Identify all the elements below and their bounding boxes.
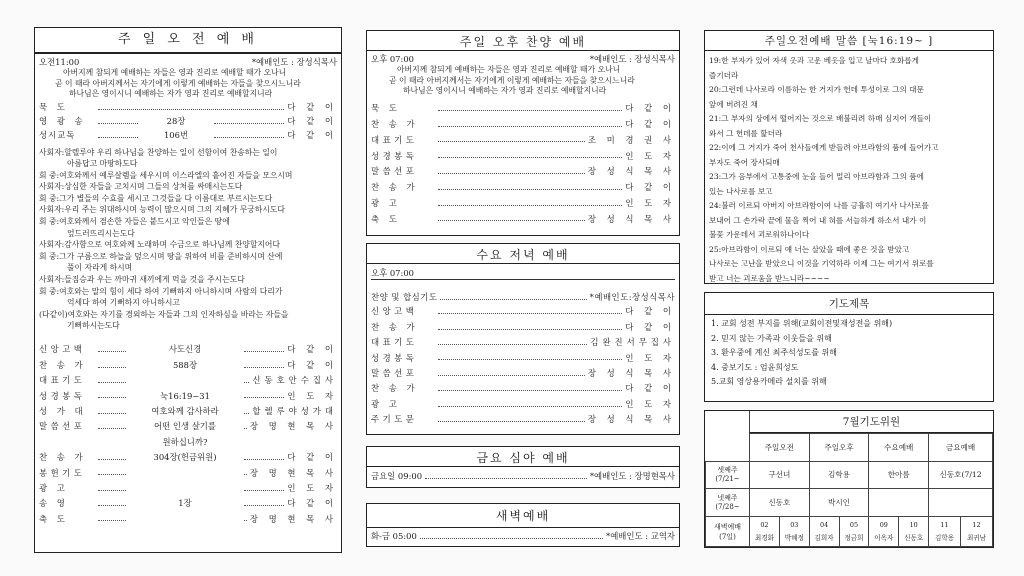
order-detail: 588장 [172,359,198,370]
dot-leader [438,189,622,190]
order-row [371,319,675,334]
dot-leader [438,375,585,376]
dot-leader [244,397,284,398]
column-header: 주일오후 [809,434,869,462]
order-detail: 28장 [166,116,186,127]
order-row [371,116,675,132]
sermon-line: 즐기더라 [709,70,739,80]
order-value: *예배인도:장성식목사 [589,291,675,302]
responsive-line: 회 중:여호와는 말의 힘이 세다 하여 기뻐하지 아니하시며 사람의 다리가 [39,286,283,296]
morning-creed-row [39,129,337,143]
order-value: 장 명 현 목 사 [249,467,337,478]
afternoon-leader: *예배인도 : 장성식목사 [589,53,675,64]
prayer-topic-item: 5.교회 영상용카메라 설치를 위해 [711,377,827,386]
order-row [39,450,337,465]
order-row [39,511,337,526]
order-row [371,304,675,319]
afternoon-title: 주일 오후 찬양 예배 [366,30,680,54]
order-value: 인 도 자 [625,197,675,208]
afternoon-intro-line: 곧 이 때라 아버지께서는 자기에게 이렇게 예배하는 자들을 찾으시느니라 [389,75,635,85]
sermon-panel [704,30,994,284]
order-row [371,101,675,117]
dot-leader [438,329,622,330]
dot-leader [244,459,284,460]
order-label: 묵 도 [39,102,69,113]
day-cell: 05 [839,517,869,530]
order-label: 성 가 대 [39,406,87,416]
responsive-line: 사회자:할렐루야 우리 하나님을 찬양하는 일이 선함이여 찬송하는 일이 [39,147,278,157]
prayer-topic-item: 1. 교회 성전 부지를 위해(교회이전및재성전을 위해) [711,319,893,328]
prayer-committee-table [705,433,993,547]
dawn-title: 새벽예배 [366,503,680,529]
order-label: 찬 송 가 [39,452,87,463]
name-cell: 최경화 [750,529,780,546]
responsive-reading [39,147,337,333]
name-cell: 정금희 [839,529,869,546]
order-label: 신앙고백 [39,344,86,355]
dot-leader [438,359,622,360]
friday-service-panel [366,466,680,488]
afternoon-service-panel [366,50,680,236]
morning-order-list [39,342,337,527]
responsive-line: 사회자:우리 주는 위대하시며 능력이 많으시며 그의 지혜가 무궁하시도다 [39,205,285,215]
dot-leader [438,344,587,345]
order-label: 광 고 [39,482,69,493]
afternoon-intro-line: 하나님은 영이시니 예배하는 자가 영과 진리로 예배할지니라 [403,86,607,95]
dot-leader [244,382,249,383]
dot-leader [244,505,284,506]
order-value: 장 성 식 목 사 [587,368,675,378]
friday-title: 금요 심야 예배 [366,446,680,470]
order-detail: 어떤 인생 살기를 [154,421,216,432]
order-value: 다 같 이 [625,321,675,332]
order-value: 인 도 자 [625,150,675,161]
day-cell: 04 [809,517,839,530]
order-value: 다 같 이 [625,306,675,317]
dot-leader [438,110,622,111]
prayer-committee-title: 7월기도위원 [749,411,993,433]
sermon-line: 21:그 부자의 상에서 떨어지는 것으로 배불리려 하매 심지어 개들이 [709,114,932,123]
order-label: 말씀선포 [371,368,418,378]
order-label: 찬 송 가 [371,118,419,129]
dot-leader [244,428,247,429]
dot-leader [438,390,622,391]
dot-leader [425,478,587,479]
order-row [371,366,675,381]
order-label: 신앙고백 [371,306,418,317]
order-row [371,164,675,180]
order-label: 대표기도 [371,134,418,145]
responsive-line: (다같이)여호와는 자기를 경외하는 자들과 그의 인자하심을 바라는 자들을 [39,309,289,319]
table-header-row [706,434,993,462]
morning-hymn-row [39,115,337,129]
order-detail: 원하십니까? [162,436,208,447]
order-label: 찬양 및 합심기도 [371,291,438,302]
responsive-line: 사회자:감사함으로 여호와께 노래하며 수금으로 하나님께 찬양할지어다 [39,240,280,250]
sermon-line: 20:그런데 나사로라 이름하는 한 거지가 헌데 투성이로 그의 대문 [709,85,924,94]
responsive-line: 회 중:그가 구름으로 하늘을 덮으시며 땅을 위하여 비를 준비하시며 산에 [39,251,283,261]
order-value: 장 성 식 목 사 [587,166,675,177]
order-value: 조 미 경 권 사 [587,134,675,145]
dot-leader [438,126,622,127]
dot-leader [98,505,126,506]
prayer-topics-panel [704,292,994,402]
order-row [371,335,675,350]
wednesday-service-panel [366,263,680,435]
dot-leader [98,413,126,414]
wednesday-time: 오후 07:00 [371,266,675,280]
dot-leader [98,397,126,398]
day-cell: 11 [929,517,961,530]
order-label: 영 광 송 [39,116,87,127]
prayer-committee-panel [704,410,994,548]
dawn-names-row [706,529,993,546]
order-value: 다 같 이 [287,498,337,509]
dawn-time: 화-금 05:00 [371,531,417,541]
order-label: 성경봉독 [39,390,86,401]
dot-leader [438,313,622,314]
name-cell: 박혜정 [779,529,809,546]
dot-leader [98,382,126,383]
dot-leader [214,137,284,138]
dot-leader [244,474,247,475]
dot-leader [438,157,622,158]
order-row [39,357,337,372]
dot-leader [438,220,585,221]
order-value: 장 성 식 목 사 [587,414,675,425]
order-label: 대표기도 [39,375,86,386]
sermon-line: 22:이에 그 거지가 죽어 천사들에게 받들려 아브라함의 품에 들어가고 [709,143,939,152]
day-cell: 10 [899,517,929,530]
order-label: 대표기도 [371,337,418,348]
friday-time: 금요일 09:00 [371,471,423,481]
dawn-row [371,531,675,542]
order-row [371,350,675,365]
order-value: 인 도 자 [287,482,337,493]
order-row [39,342,337,357]
order-detail: 106번 [163,130,189,141]
responsive-line: 엎드러뜨리시는도다 [67,228,135,238]
sermon-line: 받고 너는 괴로움을 받느니라~~~~ [709,273,830,283]
column-header: 금요예배 [929,434,993,462]
table-row [706,461,993,489]
prayer-topic-item: 2. 믿지 않는 가족과 이웃들을 위해 [711,333,832,343]
order-label: 찬 송 가 [371,182,419,193]
order-value: 다 같 이 [625,182,675,193]
dot-leader [98,137,138,138]
sermon-line: 19:한 부자가 있어 자색 옷과 고운 베옷을 입고 날마다 호화롭게 [709,56,919,65]
order-value: 인 도 자 [625,352,675,363]
dawn-service-panel [366,527,680,547]
column-header: 주일오전 [750,434,810,462]
dot-leader [244,351,284,352]
table-cell [869,489,929,517]
dot-leader [98,351,126,352]
morning-title: 주 일 오 전 예 배 [34,27,342,53]
morning-silent-row [39,101,337,115]
sermon-title: 주일오전예배 말씀 [눅16:19~ ] [705,31,993,51]
morning-service-panel [34,53,342,553]
morning-intro-line: 아버지께 참되게 예배하는 자들은 영과 진리로 예배할 때가 오나니 [63,68,287,77]
dot-leader [438,173,585,174]
table-cell: 한아름 [869,461,929,489]
order-value: 인 도 자 [287,390,337,401]
order-value: 장 명 현 목 사 [249,421,337,432]
order-row [39,481,337,496]
dot-leader [98,367,126,368]
dot-leader [244,413,249,414]
morning-intro-line: 하나님은 영이시니 예배하는 자가 영과 진리로 예배할지니라 [69,89,273,98]
wednesday-order-list [371,304,675,427]
order-value: 다 같 이 [625,118,675,129]
order-detail: 눅16:19~31 [160,390,210,401]
order-label: 찬 송 가 [39,359,87,370]
order-value: 다 같 이 [287,452,337,463]
dot-leader [438,421,585,422]
sermon-line: 24:불러 이르되 아버지 아브라함이여 나를 긍휼히 여기사 나사로를 [709,201,929,210]
order-value: 다 같 이 [287,359,337,370]
dot-leader [440,299,586,300]
order-label: 축 도 [371,213,401,224]
day-cell: 02 [750,517,780,530]
sermon-line: 와서 그 헌데를 핥더라 [709,128,783,138]
friday-row [371,471,675,482]
dot-leader [98,459,126,460]
order-label: 말씀선포 [371,166,418,177]
morning-leader: *예배인도 : 장성식목사 [251,56,337,67]
order-label: 성경봉독 [371,150,418,161]
dot-leader [214,123,284,124]
order-value: 다 같 이 [287,102,337,113]
order-label: 봉헌기도 [39,467,86,478]
table-row [706,489,993,517]
order-row [371,195,675,211]
order-value: 할렐루야성가대 [252,406,337,416]
responsive-line: 회 중:그가 별들의 수효를 세시고 그것들을 다 이름대로 부르시는도다 [39,193,273,203]
order-row [39,373,337,388]
morning-intro [39,68,337,100]
afternoon-intro-line: 아버지께 참되게 예배하는 자들은 영과 진리로 예배할 때가 오나니 [397,65,621,74]
wednesday-praise-row [371,290,675,304]
responsive-line: 풀이 자라게 하시며 [67,263,133,273]
morning-time: 오전11:00 [39,56,80,67]
order-label: 축 도 [39,513,69,524]
dot-leader [98,123,138,124]
row-label: 새벽예배 (7일) [706,517,750,547]
order-row [371,211,675,227]
order-label: 주기도문 [371,414,418,425]
order-row [39,496,337,511]
table-cell: 김학용 [809,461,869,489]
order-row [39,404,337,419]
responsive-line: 사회자:들짐승과 우는 까마귀 새끼에게 먹을 것을 주시는도다 [39,275,245,285]
order-row [371,148,675,164]
dot-leader [438,141,585,142]
afternoon-time: 오후 07:00 [371,53,414,64]
dot-leader [244,520,247,521]
day-cell: 03 [779,517,809,530]
name-cell: 김희자 [809,529,839,546]
order-detail: 여호와께 감사하라 [151,406,219,416]
dot-leader [98,490,126,491]
column-header: 수요예배 [869,434,929,462]
order-label: 묵 도 [371,103,401,114]
prayer-topics-list [705,315,993,392]
order-row [371,396,675,411]
responsive-line: 아름답고 마땅하도다 [67,159,138,169]
day-cell: 09 [869,517,899,530]
dawn-days-row [706,517,993,530]
responsive-line: 회 중:여호와께서 예루살렘을 세우시며 이스라엘의 흩어진 자들을 모으시며 [39,170,293,180]
sermon-line: 25:아브라함이 이르되 얘 너는 살았을 때에 좋은 것을 받았고 [709,244,910,254]
dot-leader [244,367,284,368]
name-cell: 신동호 [899,529,929,546]
name-cell: 최귀남 [961,529,993,546]
order-label: 광 고 [371,197,401,208]
order-detail: 304장(헌금위원) [153,452,217,463]
order-label: 성시교독 [39,130,76,141]
sermon-text [709,54,989,286]
morning-header [39,56,337,68]
dot-leader [98,520,126,521]
dot-leader [420,538,603,539]
responsive-line: 사회자:상심한 자들을 고치시며 그들의 상처를 싸매시는도다 [39,182,243,192]
order-value: 신동호안수집사 [252,375,337,386]
order-value: 인 도 자 [625,398,675,409]
dot-leader [98,474,126,475]
order-row [371,179,675,195]
sermon-line: 부자도 죽어 장사되매 [709,157,780,167]
afternoon-order-list [371,101,675,227]
responsive-line: 회 중:여호와께서 겸손한 자들은 붙드시고 악인들은 땅에 [39,217,230,227]
prayer-topic-item: 4. 중보기도 : 엄윤희성도 [711,362,799,372]
order-row [39,388,337,403]
order-value: 다 같 이 [287,130,337,141]
order-row [39,465,337,480]
afternoon-header [371,53,675,65]
sermon-line: 앞에 버려진 채 [709,99,758,109]
sermon-line: 있는 나사로를 보고 [709,186,773,196]
table-cell: 구선녀 [750,461,810,489]
table-cell: 신동호 [750,489,810,517]
name-cell: 김학용 [929,529,961,546]
responsive-line: 기뻐하시는도다 [67,321,120,331]
order-row [371,132,675,148]
order-row [39,434,337,449]
dot-leader [438,406,622,407]
order-row [371,381,675,396]
order-value: 장 명 현 목 사 [249,513,337,524]
order-value: 다 같 이 [625,383,675,394]
order-value: 다 같 이 [287,344,337,355]
dot-leader [244,490,284,491]
afternoon-intro [371,65,675,97]
friday-leader: *예배인도 : 장명현목사 [589,471,675,481]
order-row [39,419,337,434]
prayer-committee-table-wrap [705,433,993,547]
table-cell [929,489,993,517]
responsive-line: 억세다 하여 기뻐하지 아니하시고 [67,298,180,308]
order-label: 성경봉독 [371,352,418,363]
sermon-line: 보내어 그 손가락 끝에 물을 찍어 내 혀를 서늘하게 하소서 내가 이 [709,215,927,225]
dot-leader [98,109,284,110]
day-cell: 12 [961,517,993,530]
dot-leader [98,428,126,429]
corner-cell [706,434,750,462]
row-label: 넷째주 (7/28~ [706,489,750,517]
order-label: 말씀선포 [39,421,86,432]
order-value: 다 같 이 [625,103,675,114]
name-cell: 이옥자 [869,529,899,546]
order-label: 찬 송 가 [371,321,419,332]
order-row [371,412,675,427]
order-value: 다 같 이 [287,116,337,127]
sermon-line: 23:그가 음부에서 고통중에 눈을 들어 멀리 아브라함과 그의 품에 [709,172,924,181]
order-label: 찬 송 가 [371,383,419,394]
prayer-topic-item: 3. 환우중에 계신 최주석성도를 위해 [711,348,837,357]
prayer-topics-title: 기도제목 [705,293,993,315]
order-label: 송 영 [39,498,69,509]
table-cell: 신동호(7/12 [929,461,993,489]
row-label: 셋째주 (7/21~ [706,461,750,489]
table-cell: 박시인 [809,489,869,517]
dawn-leader: *예배인도 : 교역자 [606,531,675,541]
order-value: 장 성 식 목 사 [587,213,675,224]
sermon-line: 불꽃 가운데서 괴로워하나이다 [709,230,810,239]
order-detail: 1장 [178,498,192,509]
sermon-line: 나사로는 고난을 받았으니 이것을 기억하라 이제 그는 여기서 위로를 [709,259,934,268]
wednesday-title: 수요 저녁 예배 [366,243,680,267]
dot-leader [438,205,622,206]
morning-intro-line: 곧 이 때라 아버지께서는 자기에게 이렇게 예배하는 자들을 찾으시느니라 [55,78,301,88]
order-label: 광 고 [371,398,401,409]
order-value: 김완진서무집사 [590,337,675,348]
order-detail: 사도신경 [168,344,202,355]
